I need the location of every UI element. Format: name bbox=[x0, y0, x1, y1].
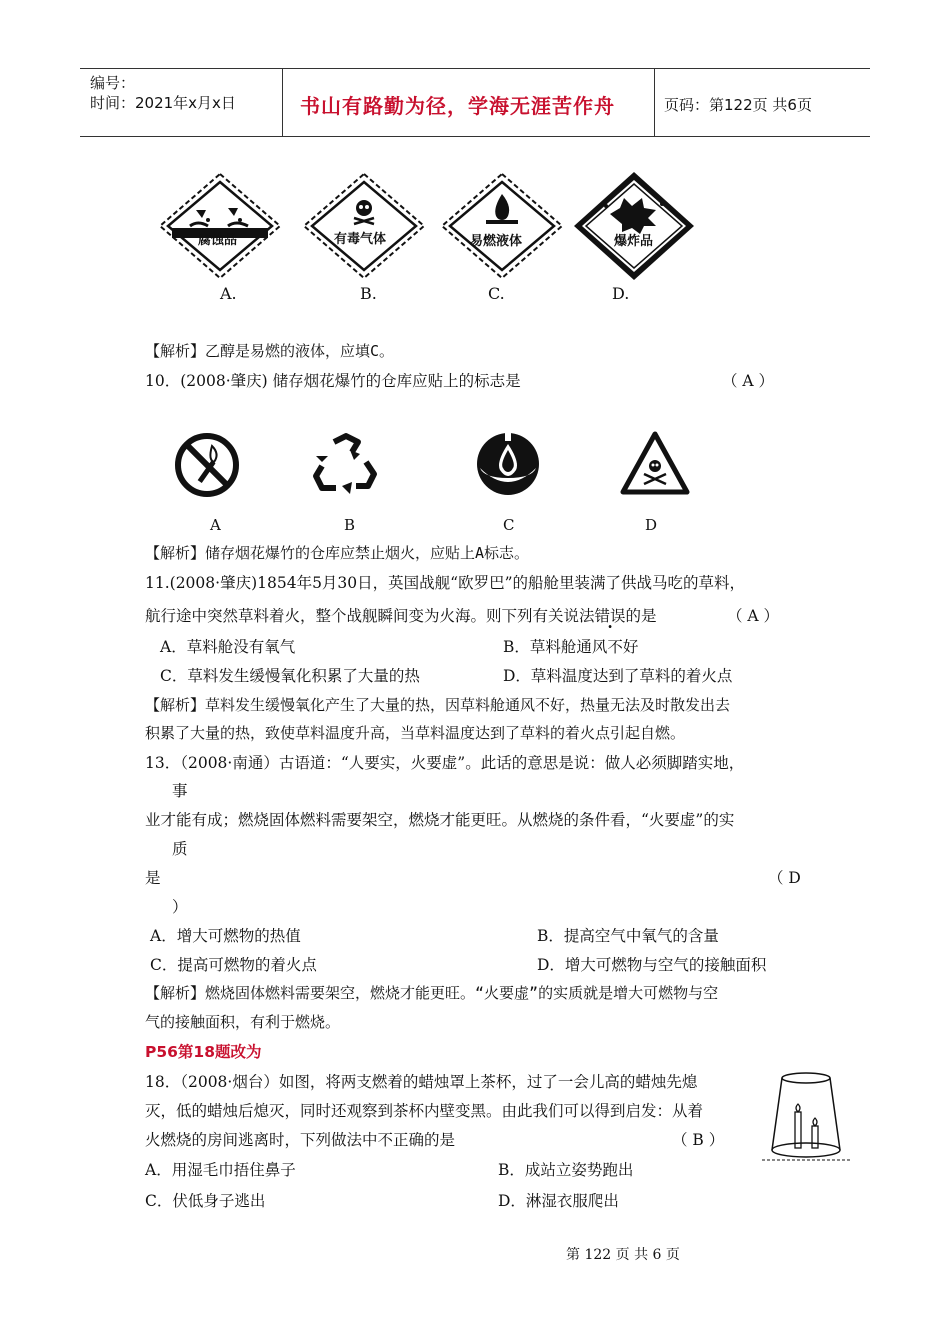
header-serial: 编号： bbox=[90, 74, 136, 92]
q13-stem-line1: 13．（2008·南通）古语道：“人要实，火要虚”。此话的意思是说：做人必须脚踏实地， bbox=[145, 754, 745, 772]
page-footer: 第 122 页 共 6 页 bbox=[566, 1247, 680, 1263]
q11-emphasis-wrong: 错误 bbox=[594, 607, 626, 625]
q9-analysis: 【解析】乙醇是易燃的液体，应填C。 bbox=[145, 342, 395, 360]
q10-option-c-label: C bbox=[503, 516, 515, 534]
header-time: 时间：2021年x月x日 bbox=[90, 94, 236, 112]
q18-stem-line3: 火燃烧的房间逃离时，下列做法中不正确的是 bbox=[145, 1131, 456, 1149]
q11-analysis-line1: 【解析】草料发生缓慢氧化产生了大量的热，因草料舱通风不好，热量无法及时散发出去 bbox=[145, 696, 731, 714]
q13-option-d: D．增大可燃物与空气的接触面积 bbox=[537, 956, 767, 974]
candle-cup-figure bbox=[760, 1070, 852, 1166]
q11-option-a: A．草料舱没有氧气 bbox=[160, 638, 296, 656]
q10-option-d-label: D bbox=[645, 516, 658, 534]
q11-option-d: D．草料温度达到了草料的着火点 bbox=[503, 667, 733, 685]
hazard-sign-label-c: 易燃液体 bbox=[470, 234, 523, 249]
q18-option-d: D．淋湿衣服爬出 bbox=[498, 1192, 619, 1210]
q13-analysis-line1: 【解析】燃烧固体燃料需要架空，燃烧才能更旺。“火要虚”的实质就是增大可燃物与空 bbox=[145, 984, 719, 1002]
q13-answer-part1: （ D bbox=[768, 869, 801, 887]
q13-stem-line3: 业才能有成；燃烧固体燃料需要架空，燃烧才能更旺。从燃烧的条件看，“火要虚”的实 bbox=[145, 811, 735, 829]
header-bottom-rule bbox=[80, 136, 870, 137]
q10-analysis: 【解析】储存烟花爆竹的仓库应禁止烟火，应贴上A标志。 bbox=[145, 544, 530, 562]
hazard-sign-letter-d: D. bbox=[612, 284, 630, 303]
q18-option-b: B．成站立姿势跑出 bbox=[498, 1161, 634, 1179]
flame-icon bbox=[486, 194, 518, 224]
candle-icon bbox=[795, 1104, 818, 1148]
q13-answer-part2: ） bbox=[172, 898, 188, 916]
section-note: P56第18题改为 bbox=[145, 1043, 262, 1061]
q18-option-a: A．用湿毛巾捂住鼻子 bbox=[145, 1161, 296, 1179]
hazard-sign-label-a: 腐蚀品 bbox=[198, 233, 238, 248]
hazard-sign-letter-a: A. bbox=[220, 284, 237, 303]
q18-stem-line2: 灭，低的蜡烛后熄灭，同时还观察到茶杯内壁变黑。由此我们可以得到启发：从着 bbox=[145, 1102, 704, 1120]
recycle-icon bbox=[316, 436, 374, 488]
skull-crossbones-icon bbox=[644, 460, 666, 484]
q18-option-c: C．伏低身子逃出 bbox=[145, 1192, 266, 1210]
q13-option-b: B．提高空气中氧气的含量 bbox=[537, 927, 719, 945]
q10-stem: 10．(2008·肇庆) 储存烟花爆竹的仓库应贴上的标志是 bbox=[145, 372, 521, 390]
q13-analysis-line2: 气的接触面积，有利于燃烧。 bbox=[145, 1013, 341, 1031]
recycle-sign bbox=[310, 432, 382, 498]
q13-option-a: A．增大可燃物的热值 bbox=[150, 927, 301, 945]
corrosive-icon bbox=[190, 208, 248, 226]
q13-stem-line4: 质 bbox=[172, 840, 188, 858]
q11-stem-line2 bbox=[145, 606, 657, 626]
skull-icon bbox=[354, 200, 374, 224]
q13-stem-line5: 是 bbox=[145, 869, 161, 887]
flammable-liquid-sign bbox=[440, 172, 564, 280]
hazard-sign-letter-c: C. bbox=[488, 284, 505, 303]
header-divider-right bbox=[654, 68, 655, 136]
header-divider-left bbox=[282, 68, 283, 136]
water-drop-sign bbox=[474, 430, 542, 498]
q11-stem-line2-c: 的是 bbox=[625, 607, 657, 625]
toxic-warning-sign bbox=[620, 430, 690, 496]
q11-analysis-line2: 积累了大量的热，致使草料温度升高，当草料温度达到了草料的着火点引起自燃。 bbox=[145, 724, 686, 742]
header-top-rule bbox=[80, 68, 870, 69]
q13-option-c: C．提高可燃物的着火点 bbox=[150, 956, 317, 974]
hazard-sign-label-b: 有毒气体 bbox=[334, 232, 387, 247]
q11-stem-line2-a: 航行途中突然草料着火，整个战舰瞬间变为火海。则下列有关说法 bbox=[145, 607, 595, 625]
q11-option-b: B．草料舱通风不好 bbox=[503, 638, 639, 656]
explosive-sign bbox=[572, 170, 696, 282]
no-fire-sign bbox=[174, 432, 240, 498]
q10-answer: （ A ） bbox=[722, 372, 775, 390]
q10-option-a-label: A bbox=[210, 516, 221, 534]
q10-option-b-label: B bbox=[344, 516, 356, 534]
header-page-info: 页码：第122页 共6页 bbox=[664, 96, 812, 114]
q11-answer: （ A ） bbox=[727, 607, 780, 625]
header-motto: 书山有路勤为径，学海无涯苦作舟 bbox=[300, 94, 615, 118]
q13-stem-line2: 事 bbox=[172, 782, 188, 800]
q18-stem-line1: 18．（2008·烟台）如图，将两支燃着的蜡烛罩上茶杯，过了一会儿高的蜡烛先熄 bbox=[145, 1073, 698, 1091]
hazard-sign-label-d: 爆炸品 bbox=[614, 234, 654, 249]
q11-option-c: C．草料发生缓慢氧化积累了大量的热 bbox=[160, 667, 420, 685]
corrosive-sign bbox=[158, 172, 282, 280]
q11-stem-line1: 11.(2008·肇庆)1854年5月30日，英国战舰“欧罗巴”的船舱里装满了供战马吃的草料， bbox=[145, 574, 745, 592]
hazard-sign-letter-b: B. bbox=[360, 284, 377, 303]
q18-answer: （ B ） bbox=[672, 1131, 725, 1149]
toxic-gas-sign bbox=[302, 172, 426, 280]
